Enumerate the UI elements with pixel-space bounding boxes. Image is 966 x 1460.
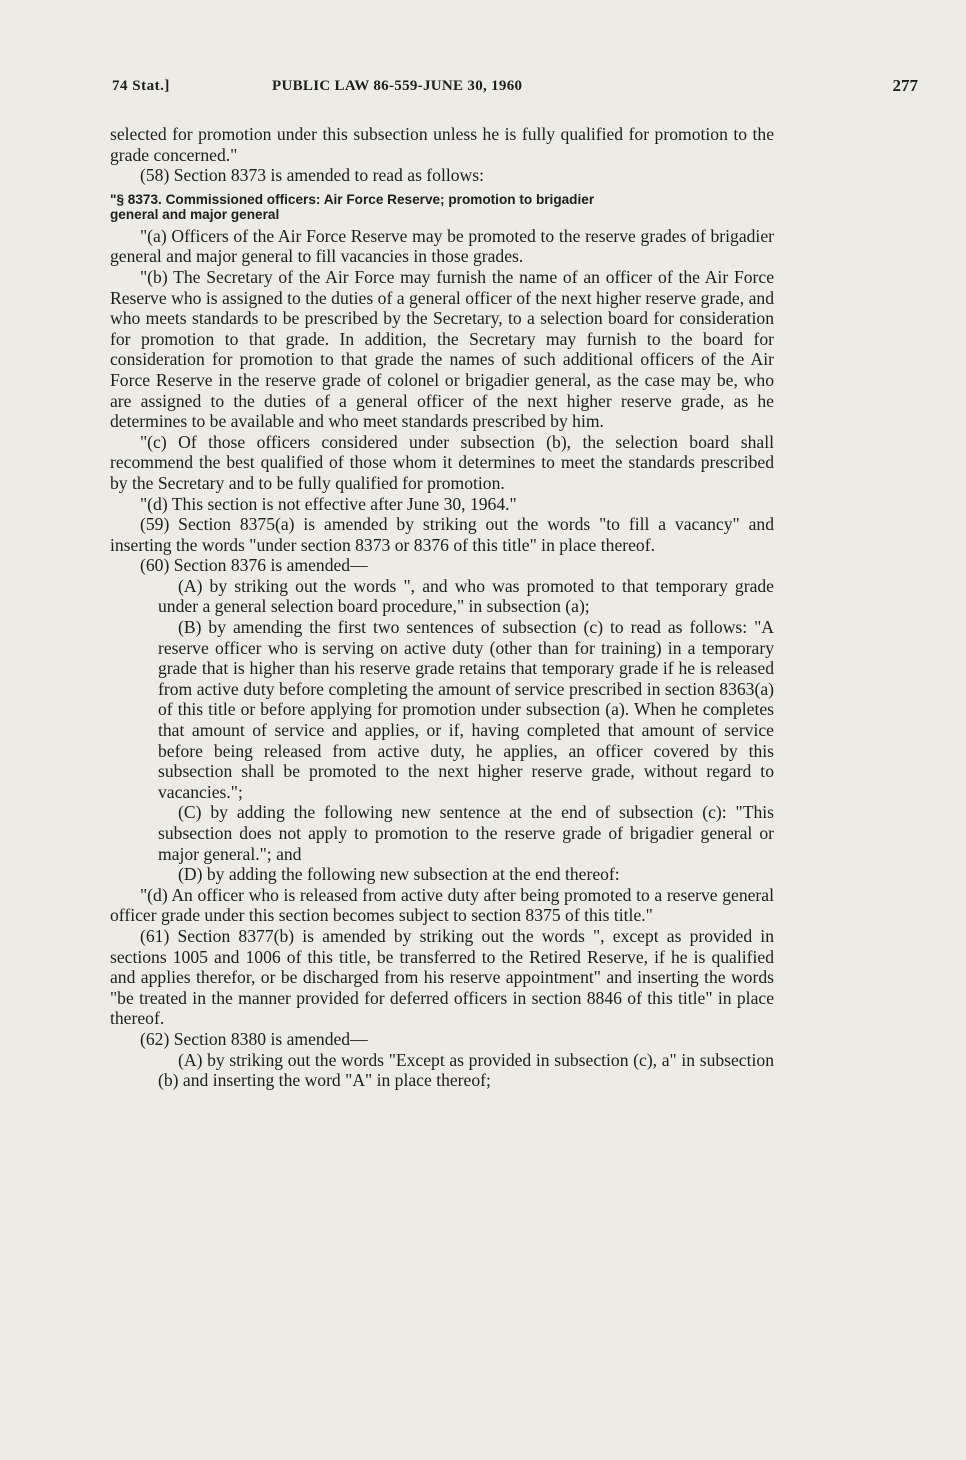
subsection-b: "(b) The Secretary of the Air Force may furnish the name of an officer of the Air Force Reserve who is assigned to the duties of a general officer of the next higher reserve grade, and who meets standards to be prescribed by the Secretary, to a selection board for consideration for promotion to that grade. In addition, the Secretary may furnish to the board for consideration for promotion to that grade the names of such additional officers of the Air Force Reserve in the reserve grade of colonel or brigadier general, as the case may be, who are assigned to the duties of a general officer of the next higher reserve grade, as he determines to be available and who meet standards prescribed by him. xyxy=(110,266,774,432)
paragraph-60-c: (C) by adding the following new sentence at the end of subsection (c): "This subsection does not apply to promotion to the reserve grade of brigadier general or major general."; and xyxy=(158,802,774,864)
section-heading-line1: "§ 8373. Commissioned officers: Air Force Reserve; promotion to brigadier xyxy=(110,191,595,207)
page-number: 277 xyxy=(892,76,918,95)
law-title: PUBLIC LAW 86-559-JUNE 30, 1960 xyxy=(272,78,523,94)
subsection-d: "(d) This section is not effective after June 30, 1964." xyxy=(140,493,517,514)
paragraph-60-b: (B) by amending the first two sentences of subsection (c) to read as follows: "A reserve officer who is serving on active duty (other than for training) in a temporary grade that is higher than his reserve grade retains that temporary grade if he is released from active duty before completing the amount of service prescribed in section 8363(a) of this title or before applying for promotion under subsection (a). When he completes that amount of service and applies, or if, having completed that amount of service before being released from active duty, he applies, an officer covered by this subsection shall be promoted to the next higher reserve grade, without regard to vacancies."; xyxy=(158,617,774,802)
subsection-c: "(c) Of those officers considered under subsection (b), the selection board shall recommend the best qualified of those whom it determines to meet the standards prescribed by the Secretary and to be fully qualified for promotion. xyxy=(110,431,774,493)
paragraph-62: (62) Section 8380 is amended— xyxy=(140,1028,368,1049)
subsection-a: "(a) Officers of the Air Force Reserve may be promoted to the reserve grades of brigadier general and major general to fill vacancies in those grades. xyxy=(110,225,774,267)
section-heading xyxy=(110,192,774,222)
paragraph-60: (60) Section 8376 is amended— xyxy=(140,555,368,576)
paragraph-60-a: (A) by striking out the words ", and who was promoted to that temporary grade under a general selection board procedure," in subsection (a); xyxy=(158,575,774,617)
paragraph-continuation: selected for promotion under this subsection unless he is fully qualified for promotion to the grade concerned." xyxy=(110,124,774,165)
paragraph-62-a: (A) by striking out the words "Except as provided in subsection (c), a" in subsection (b) and inserting the word "A" in place thereof; xyxy=(158,1049,774,1091)
volume-reference: 74 Stat.] xyxy=(112,78,170,94)
running-header xyxy=(112,76,918,102)
paragraph-60-d: (D) by adding the following new subsection at the end thereof: xyxy=(178,864,620,885)
paragraph-58: (58) Section 8373 is amended to read as follows: xyxy=(140,165,484,186)
paragraph-59: (59) Section 8375(a) is amended by striking out the words "to fill a vacancy" and inserting the words "under section 8373 or 8376 of this title" in place thereof. xyxy=(110,514,774,555)
paragraph-61: (61) Section 8377(b) is amended by striking out the words ", except as provided in sections 1005 and 1006 of this title, be transferred to the Retired Reserve, if he is qualified and applies therefor, or be discharged from his reserve appointment" and inserting the words "be treated in the manner provided for deferred officers in section 8846 of this title" in place thereof. xyxy=(110,925,774,1029)
paragraph-60-d-quote: "(d) An officer who is released from active duty after being promoted to a reserve general officer grade under this section becomes subject to section 8375 of this title." xyxy=(110,884,774,926)
document-body xyxy=(110,124,774,1091)
section-heading-line2: general and major general xyxy=(110,206,280,222)
